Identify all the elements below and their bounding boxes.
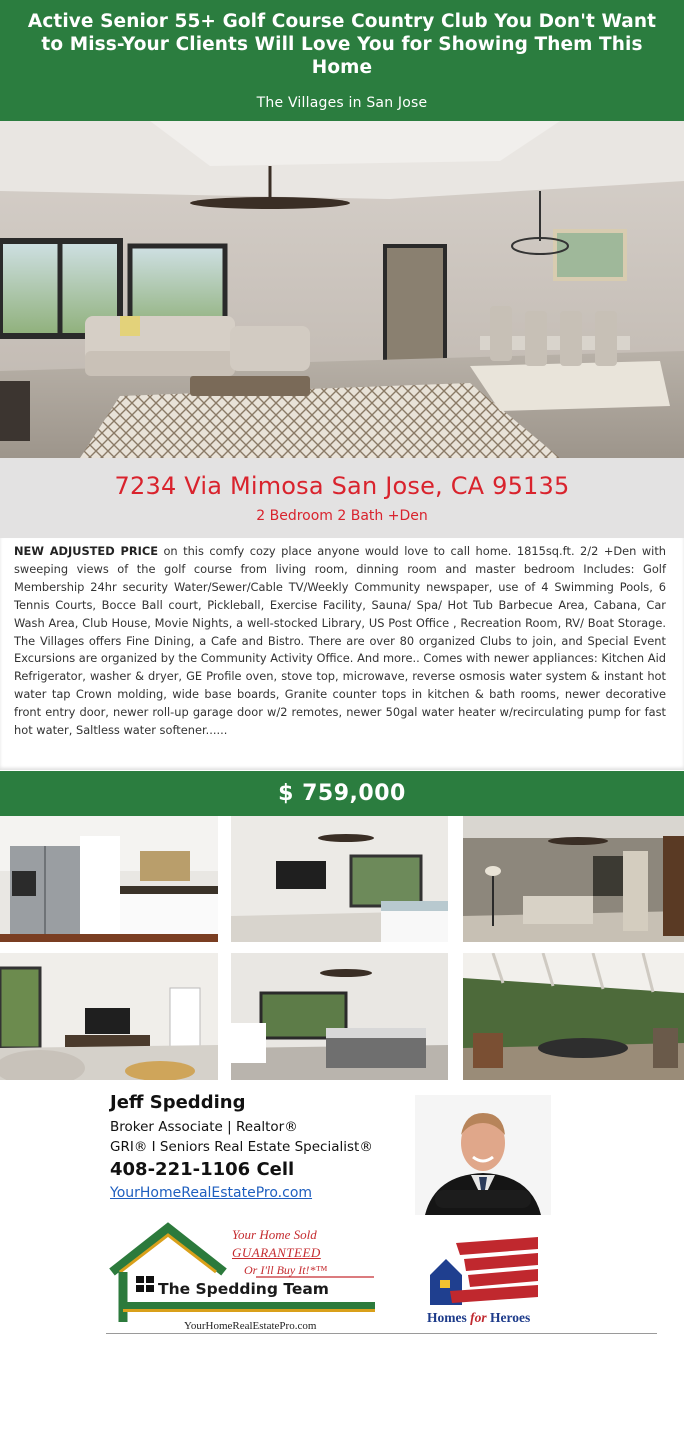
description-lead: NEW ADJUSTED PRICE	[14, 544, 158, 558]
bed-bath-summary: 2 Bedroom 2 Bath +Den	[256, 508, 428, 524]
photo-living-room	[0, 953, 218, 1080]
property-description	[0, 538, 684, 770]
flyer-title: Active Senior 55+ Golf Course Country Club You Don't Want to Miss-Your Clients Will Love You for Showing Them This Home	[27, 11, 657, 78]
hero-photo-living-room	[0, 121, 684, 458]
price-band	[0, 771, 684, 816]
agent-name: Jeff Spedding	[110, 1092, 246, 1113]
photo-master-bedroom	[231, 816, 448, 942]
photo-patio	[463, 953, 684, 1080]
photo-gallery	[0, 816, 684, 1080]
logo-tagline-1: Your Home Sold	[232, 1227, 317, 1242]
agent-phone[interactable]: 408-221-1106 Cell	[110, 1159, 295, 1180]
hfh-word-homes: Homes	[427, 1310, 471, 1325]
homes-for-heroes-text	[427, 1310, 530, 1326]
agent-certifications: GRI® I Seniors Real Estate Specialist®	[110, 1139, 373, 1155]
photo-second-bedroom	[231, 953, 448, 1080]
logo-tagline-2: GUARANTEED	[232, 1245, 321, 1260]
agent-info	[110, 1092, 410, 1201]
agent-website-link[interactable]: YourHomeRealEstatePro.com	[110, 1185, 313, 1201]
spedding-team-logo	[106, 1222, 378, 1334]
address-band	[0, 458, 684, 538]
logo-brand-name: The Spedding Team	[158, 1280, 329, 1298]
listing-price: $ 759,000	[278, 781, 406, 806]
description-body: on this comfy cozy place anyone would love to call home. 1815sq.ft. 2/2 +Den with sweeping views of the golf course from living room, dinning room and master bedroom Includes: Golf Membership 24hr security Water/Sewer/Cable TV/Weekly Community newspaper, use of 4 Swimming Pools, 6 Tennis Courts, Bocce Ball court, Pickleball, Exercise Facility, Sauna/ Spa/ Hot Tub Barbecue Area, Cabana, Car Wash Area, Club House, Movie Nights, a well-stocked Library, US Post Office , Recreation Room, RV/ Boat Storage. The Villages offers Fine Dining, a Cafe and Bistro. There are over 80 organized Clubs to join, and Special Event Excursions are organized by the Community Activity Office. And more.. Comes with newer appliances: Kitchen Aid Refrigerator, washer & dryer, GE Profile oven, stove top, microwave, reverse osmosis water system & instant hot water tap Crown molding, wide base boards, Granite counter tops in kitchen & bath rooms, newer decorative front entry door, newer roll-up garage door w/2 remotes, newer 50gal water heater w/recirculating pump for fast hot water, Saltless water softener......	[14, 544, 667, 738]
logo-tagline-3: Or I'll Buy It!*™	[244, 1263, 328, 1277]
flyer-header	[0, 0, 684, 121]
agent-title: Broker Associate | Realtor®	[110, 1119, 298, 1135]
footer-divider	[106, 1333, 657, 1334]
agent-headshot	[415, 1095, 551, 1215]
property-address: 7234 Via Mimosa San Jose, CA 95135	[114, 472, 570, 500]
hfh-word-for: for	[470, 1310, 487, 1325]
flag-house-icon	[420, 1235, 550, 1310]
logo-url: YourHomeRealEstatePro.com	[184, 1320, 317, 1332]
homes-for-heroes-logo	[420, 1235, 550, 1331]
community-subtitle: The Villages in San Jose	[256, 95, 428, 111]
photo-den-office	[463, 816, 684, 942]
hfh-word-heroes: Heroes	[486, 1310, 531, 1325]
photo-kitchen	[0, 816, 218, 942]
